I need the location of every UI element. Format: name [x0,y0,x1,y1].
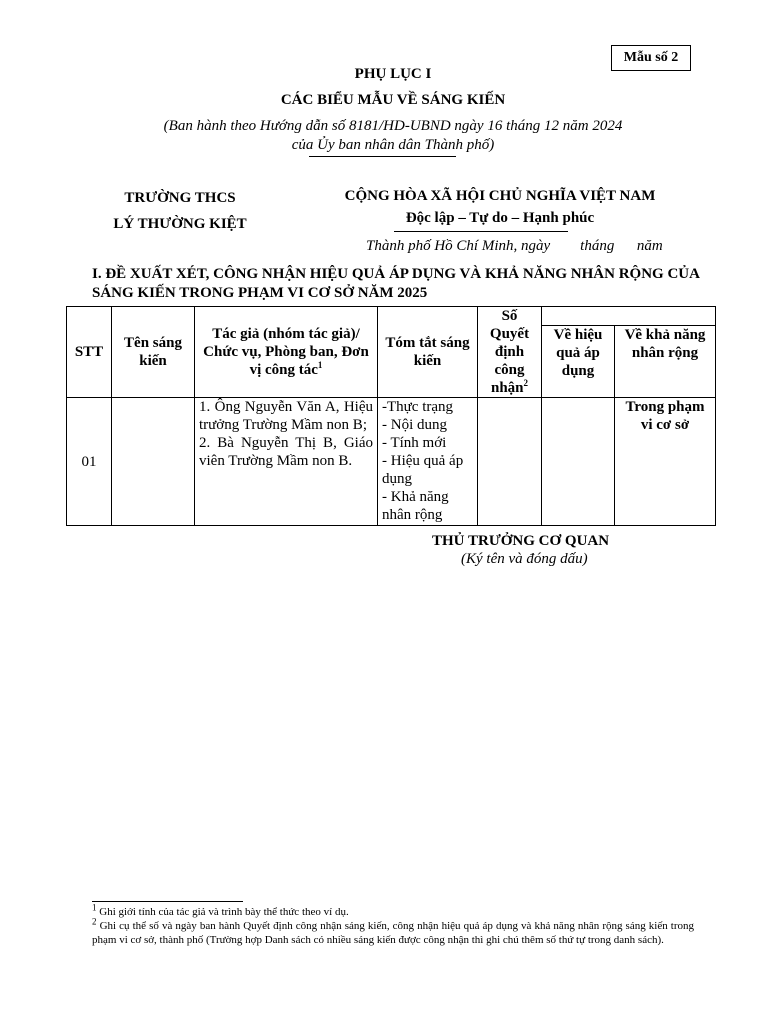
footnote-2-mark: 2 [92,916,97,927]
signature-note: (Ký tên và đóng dấu) [461,551,588,567]
summary-item: - Tính mới [382,435,447,451]
summary-item: - Hiệu quả áp dụng [382,453,464,487]
school-name-line-1: TRƯỜNG THCS [124,190,236,206]
signature-title: THỦ TRƯỞNG CƠ QUAN [432,533,610,549]
appendix-title: PHỤ LỤC I [354,66,432,82]
cell-scale: Trong phạm vi cơ sở [615,398,716,526]
footnote-2 [92,916,695,947]
footnote-ref-1: 1 [317,360,323,370]
header-summary: Tóm tắt sáng kiến [378,307,478,398]
form-number-badge: Mẫu số 2 [611,45,691,71]
republic-name: CỘNG HÒA XÃ HỘI CHỦ NGHĨA VIỆT NAM [344,188,656,204]
place-date-line: Thành phố Hồ Chí Minh, ngày tháng năm [366,238,663,254]
cell-author [195,398,378,526]
footnote-1-mark: 1 [92,902,97,913]
issued-note [80,117,706,155]
cell-decision-number [478,398,542,526]
national-motto: Độc lập – Tự do – Hạnh phúc [405,210,595,226]
header-author [195,307,378,398]
header-effect: Về hiệu quả áp dụng [542,326,615,398]
header-initiative-name: Tên sáng kiến [112,307,195,398]
footnote-ref-2: 2 [523,378,529,388]
section-heading: I. ĐỀ XUẤT XÉT, CÔNG NHẬN HIỆU QUẢ ÁP DỤNG VÀ KHẢ NĂNG NHÂN RỘNG CỦA SÁNG KIẾN TRONG PHẠM VI CƠ SỞ NĂM 2025 [92,266,700,301]
footnote-separator [92,901,243,902]
school-name-line-2: LÝ THƯỜNG KIỆT [113,216,247,232]
national-header [290,185,710,229]
cell-initiative-name [112,398,195,526]
header-stt: STT [67,307,112,398]
header-decision-text: Số Quyết định công nhận [489,308,530,396]
cell-effect [542,398,615,526]
summary-item: - Nội dung [382,417,447,433]
header-decision-number [478,307,542,398]
footnote-1-text: Ghi giới tính của tác giả và trình bày thể thức theo ví dụ. [99,906,349,918]
author-item-2: 2. Bà Nguyễn Thị B, Giáo viên Trường Mầm non B. [199,435,373,469]
table-row [67,398,716,526]
initiative-table [66,306,716,526]
footnotes [92,902,695,947]
summary-item: -Thực trạng [382,399,454,415]
issued-note-line-1: (Ban hành theo Hướng dẫn số 8181/HD-UBND ngày 16 tháng 12 năm 2024 [163,118,623,134]
header-author-text: Tác giả (nhóm tác giả)/ Chức vụ, Phòng ban, Đơn vị công tác [203,326,369,378]
footnote-2-text: Ghi cụ thể số và ngày ban hành Quyết định công nhận sáng kiến, công nhận hiệu quả áp dụng và khả năng nhân rộng sáng kiến trong phạm vi cơ sở, thành phố (Trường hợp Danh sách có nhiều sáng kiến được công nhận thì ghi chú thêm số thứ tự trong danh sách). [92,920,695,946]
header-group-empty [542,307,716,326]
forms-title: CÁC BIỂU MẪU VỀ SÁNG KIẾN [280,92,506,108]
cell-summary [378,398,478,526]
school-name-block [90,185,270,237]
issued-note-line-2: của Ủy ban nhân dân Thành phố) [291,137,495,153]
table-header-row [67,307,716,326]
issuer-underline [309,156,456,157]
motto-underline [394,231,568,232]
header-scale: Về khả năng nhân rộng [615,326,716,398]
summary-item: - Khả năng nhân rộng [382,489,449,523]
author-item-1: 1. Ông Nguyễn Văn A, Hiệu trưởng Trường Mầm non B; [199,399,373,433]
footnote-1 [92,902,694,919]
cell-stt: 01 [67,398,112,526]
